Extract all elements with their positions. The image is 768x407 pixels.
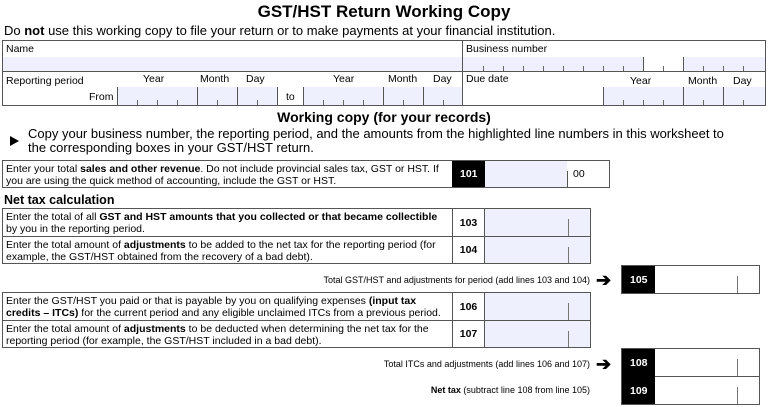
from-day-label: Day <box>246 73 265 85</box>
line-105-label: Total GST/HST and adjustments for period (add lines 103 and 104) <box>323 275 590 285</box>
from-month-label: Month <box>200 73 230 85</box>
line-103-description: Enter the total of all GST and HST amounts that you collected or that became collectible by you in the reporting period. <box>6 211 438 235</box>
line-105-row <box>621 265 760 294</box>
line-101-number: 101 <box>452 161 485 187</box>
due-date-label: Due date <box>466 73 509 85</box>
line-107-number: 107 <box>452 321 484 347</box>
from-year-label: Year <box>143 73 165 85</box>
from-label: From <box>89 91 114 103</box>
to-year-label: Year <box>333 73 355 85</box>
arrow-right-icon: ➔ <box>596 270 612 290</box>
to-day-label: Day <box>433 73 452 85</box>
line-109-input[interactable] <box>655 377 759 404</box>
to-month-label: Month <box>388 73 418 85</box>
identification-table <box>2 40 766 106</box>
lines-106-107-table <box>2 292 591 348</box>
due-year-label: Year <box>630 75 652 87</box>
line-108-label: Total ITCs and adjustments (add lines 106 and 107) <box>383 359 590 369</box>
business-number-field[interactable] <box>463 57 765 71</box>
line-104-description: Enter the total amount of adjustments to be added to the net tax for the reporting period (for example, the GST/HST obtained from the recovery of a bad debt). <box>6 239 436 263</box>
line-105-input[interactable] <box>655 266 759 293</box>
line-103-input[interactable] <box>484 209 590 236</box>
name-field[interactable] <box>3 57 462 71</box>
line-108-number: 108 <box>630 356 648 369</box>
to-label: to <box>286 91 295 103</box>
line-107-description: Enter the total amount of adjustments to be deducted when determining the net tax for the reporting period (for example, the GST/HST included in a bad debt). <box>6 323 429 347</box>
line-107-input[interactable] <box>484 321 590 347</box>
line-101-cents: 00 <box>573 168 585 180</box>
reporting-period-label: Reporting period <box>6 75 84 87</box>
line-106-input[interactable] <box>484 293 590 320</box>
from-date-field[interactable] <box>117 87 277 105</box>
name-label: Name <box>6 43 35 55</box>
due-day-label: Day <box>733 75 752 87</box>
line-104-input[interactable] <box>484 237 590 263</box>
line-109-label: Net tax (subtract line 108 from line 105) <box>430 385 590 395</box>
lines-108-109-table <box>621 348 760 405</box>
line-101-input[interactable] <box>485 161 567 187</box>
line-103-number: 103 <box>452 209 484 236</box>
due-month-label: Month <box>688 75 718 87</box>
pointer-arrow-icon <box>10 136 19 146</box>
line-105-number: 105 <box>622 266 655 293</box>
page-title: GST/HST Return Working Copy <box>257 2 511 21</box>
business-number-label: Business number <box>466 43 548 55</box>
net-tax-heading: Net tax calculation <box>4 193 115 207</box>
notice-text: Do not use this working copy to file your return or to make payments at your financial institution. <box>4 23 556 38</box>
working-copy-title: Working copy (for your records) <box>277 109 491 125</box>
line-106-description: Enter the GST/HST you paid or that is payable by you on qualifying expenses (input tax credits – ITCs) for the current period and any eligible unclaimed ITCs from a previous period. <box>6 295 441 319</box>
to-date-field[interactable] <box>303 87 462 105</box>
due-date-field[interactable] <box>603 87 765 105</box>
line-101-row <box>2 160 610 188</box>
instruction-text: Copy your business number, the reporting period, and the amounts from the highlighted line numbers in this worksheet to the corresponding boxes in your GST/HST return. <box>28 126 724 155</box>
line-106-number: 106 <box>452 293 484 320</box>
line-104-number: 104 <box>452 237 484 263</box>
lines-103-104-table <box>2 208 591 264</box>
arrow-right-icon: ➔ <box>596 354 612 374</box>
line-108-input[interactable] <box>655 349 759 376</box>
line-101-description: Enter your total sales and other revenue. Do not include provincial sales tax, GST or HST. If you are using the quick method of accounting, include the GST or HST. <box>6 163 439 187</box>
line-109-number: 109 <box>630 384 648 397</box>
